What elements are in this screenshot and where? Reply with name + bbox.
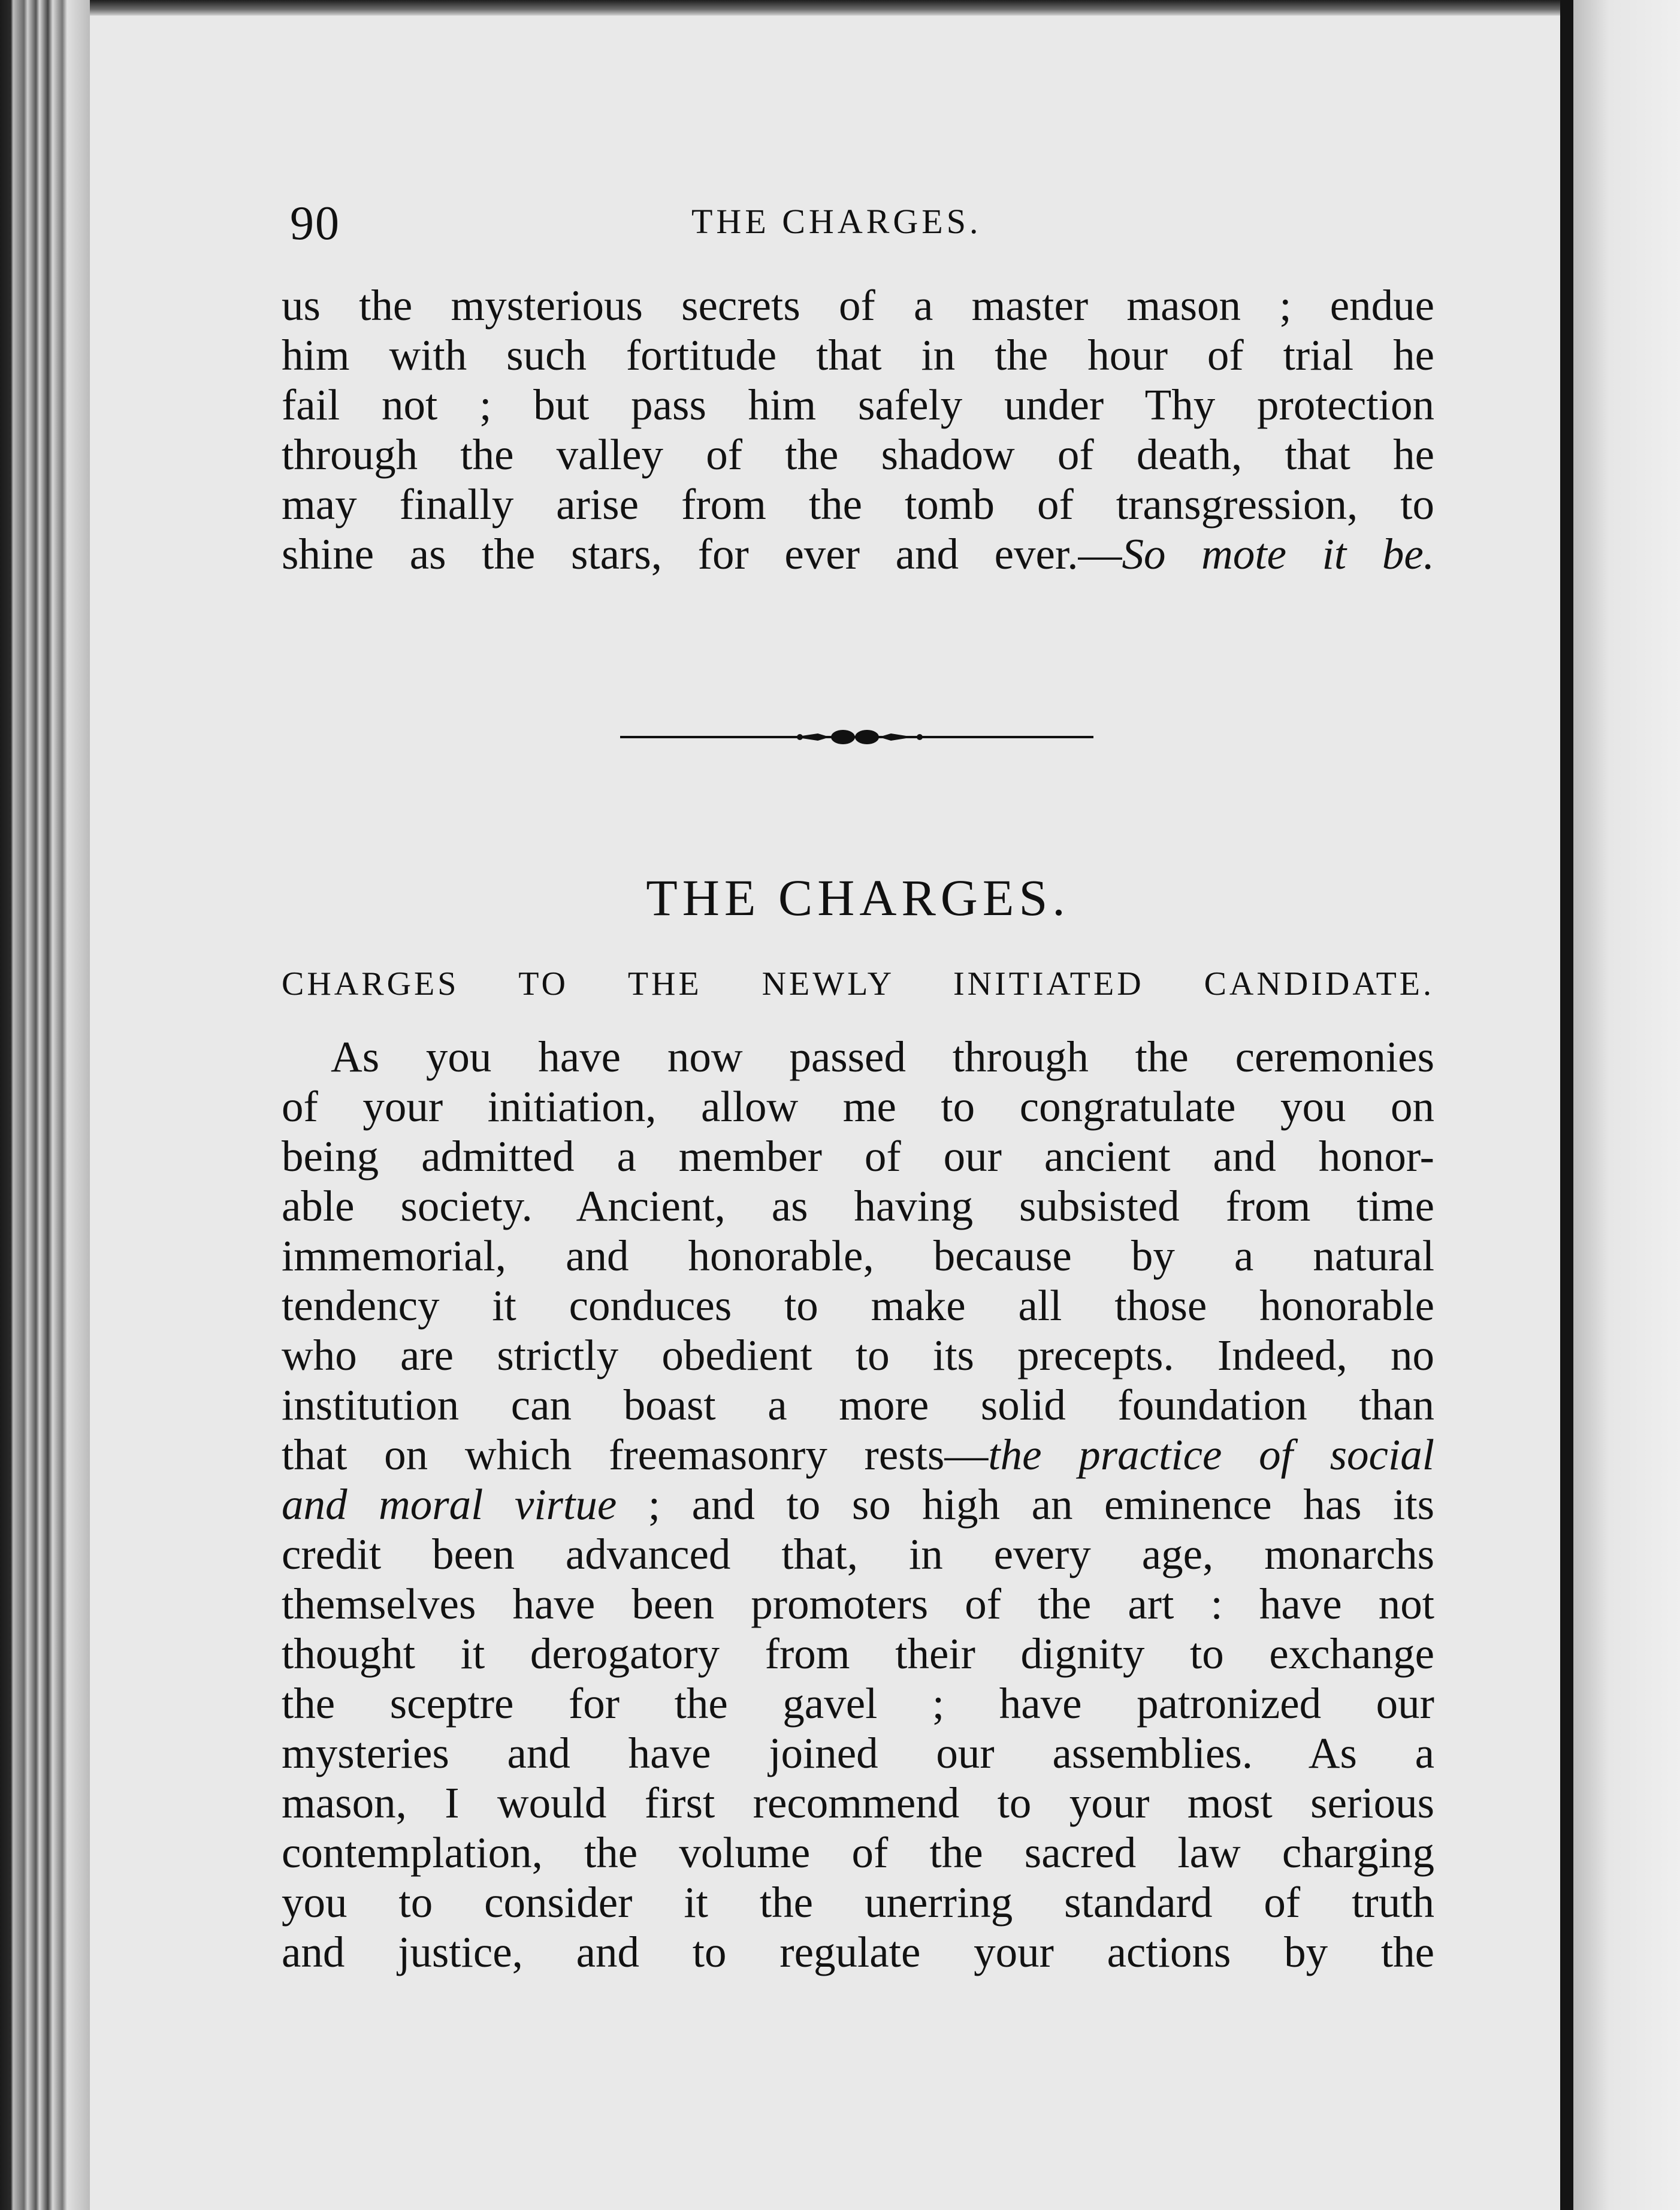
text-line: mysteries and have joined our assemblies. As a — [282, 1729, 1434, 1777]
text-line: fail not ; but pass him safely under Thy protection — [282, 381, 1434, 429]
text-line: themselves have been promoters of the art : have not — [282, 1580, 1434, 1628]
text-line: mason, I would first recommend to your most serious — [282, 1779, 1434, 1827]
charges-paragraph — [282, 1032, 1434, 1977]
page-number: 90 — [290, 197, 340, 250]
page-top-shadow — [90, 0, 1564, 16]
text-line: of your initiation, allow me to congratulate you on — [282, 1082, 1434, 1131]
continuation-paragraph — [282, 280, 1434, 579]
closing-phrase: So mote it be. — [1122, 530, 1434, 578]
italic-phrase: the practice of social — [988, 1430, 1435, 1479]
text-fragment: that on which freemasonry rests— — [282, 1430, 989, 1479]
text-line: who are strictly obedient to its precepts. Indeed, no — [282, 1331, 1434, 1379]
text-line — [282, 529, 1434, 579]
text-line: the sceptre for the gavel ; have patronized our — [282, 1679, 1434, 1728]
page-header — [290, 197, 1440, 262]
running-head: THE CHARGES. — [691, 202, 982, 241]
text-line: immemorial, and honorable, because by a natural — [282, 1231, 1434, 1280]
text-line: and justice, and to regulate your actions by the — [282, 1928, 1434, 1976]
section-subtitle: CHARGES TO THE NEWLY INITIATED CANDIDATE. — [282, 965, 1434, 1003]
scan-right-margin — [1573, 0, 1680, 2210]
text-line: contemplation, the volume of the sacred law charging — [282, 1828, 1434, 1877]
text-fragment: shine as the stars, for ever and ever.— — [282, 530, 1122, 578]
text-line: him with such fortitude that in the hour of trial he — [282, 331, 1434, 379]
text-line: may finally arise from the tomb of transgression, to — [282, 480, 1434, 529]
ornamental-divider — [620, 725, 1093, 749]
text-line: able society. Ancient, as having subsisted from time — [282, 1182, 1434, 1230]
italic-phrase: and moral virtue — [282, 1480, 617, 1529]
text-line: us the mysterious secrets of a master mason ; endue — [282, 281, 1434, 330]
text-line: through the valley of the shadow of death, that he — [282, 430, 1434, 479]
section-title: THE CHARGES. — [646, 869, 1070, 926]
text-line: institution can boast a more solid foundation than — [282, 1381, 1434, 1429]
text-line: thought it derogatory from their dignity to exchange — [282, 1629, 1434, 1678]
text-line — [282, 1430, 1434, 1480]
text-line: As you have now passed through the ceremonies — [331, 1032, 1434, 1081]
text-fragment: ; and to so high an eminence has its — [617, 1480, 1434, 1529]
text-line: you to consider it the unerring standard of truth — [282, 1878, 1434, 1927]
text-line: tendency it conduces to make all those honorable — [282, 1281, 1434, 1330]
page-fold-line — [1560, 0, 1573, 2210]
text-line: credit been advanced that, in every age, monarchs — [282, 1530, 1434, 1578]
text-line: being admitted a member of our ancient and honor- — [282, 1132, 1434, 1181]
text-line — [282, 1480, 1434, 1529]
